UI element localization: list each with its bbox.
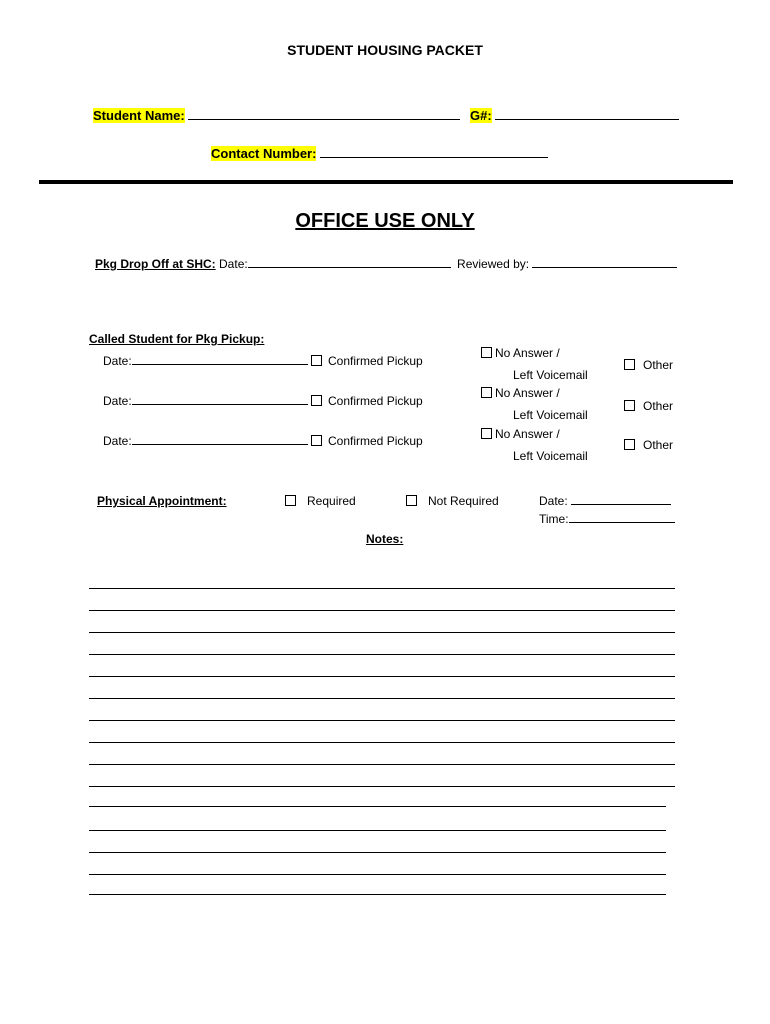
pickup-row-3-confirmed[interactable] xyxy=(311,434,423,448)
pickup-date-field[interactable] xyxy=(132,443,308,445)
notes-line xyxy=(89,874,666,875)
pickup-row-3-other[interactable] xyxy=(624,438,673,452)
pickup-row-1-no-answer[interactable] xyxy=(481,346,560,360)
reviewed-by-field[interactable] xyxy=(532,266,677,268)
pkg-drop-date-label: Date: xyxy=(219,257,248,271)
checkbox-icon[interactable] xyxy=(481,347,492,358)
not-required-label: Not Required xyxy=(428,494,499,508)
checkbox-icon[interactable] xyxy=(311,395,322,406)
pickup-row-2-confirmed[interactable] xyxy=(311,394,423,408)
checkbox-icon[interactable] xyxy=(624,400,635,411)
checkbox-icon[interactable] xyxy=(481,428,492,439)
notes-line xyxy=(89,806,666,807)
pickup-row-3-date xyxy=(103,434,308,448)
required-label: Required xyxy=(307,494,356,508)
pickup-row-2-other[interactable] xyxy=(624,399,673,413)
appointment-time-row xyxy=(539,512,675,526)
appointment-date-field[interactable] xyxy=(571,503,671,505)
no-answer-label: No Answer / xyxy=(495,427,560,441)
notes-line xyxy=(89,742,675,743)
pickup-date-field[interactable] xyxy=(132,363,308,365)
left-voicemail-label: Left Voicemail xyxy=(513,408,588,422)
appointment-date-label: Date: xyxy=(539,494,568,508)
pickup-row-1-date xyxy=(103,354,308,368)
notes-line xyxy=(89,632,675,633)
notes-line xyxy=(89,698,675,699)
notes-line xyxy=(89,588,675,589)
other-label: Other xyxy=(643,399,674,413)
notes-line xyxy=(89,830,666,831)
notes-line xyxy=(89,720,675,721)
pickup-row-3-no-answer[interactable] xyxy=(481,427,560,441)
pkg-drop-label: Pkg Drop Off at SHC: xyxy=(95,257,216,271)
confirmed-pickup-label: Confirmed Pickup xyxy=(328,354,423,368)
checkbox-icon[interactable] xyxy=(481,387,492,398)
pickup-date-label: Date: xyxy=(103,434,132,448)
pickup-date-field[interactable] xyxy=(132,403,308,405)
form-title: STUDENT HOUSING PACKET xyxy=(287,42,483,58)
student-name-label: Student Name: xyxy=(93,108,185,123)
appointment-required-option[interactable] xyxy=(285,494,356,508)
confirmed-pickup-label: Confirmed Pickup xyxy=(328,394,423,408)
contact-number-label: Contact Number: xyxy=(211,146,317,161)
notes-line xyxy=(89,852,666,853)
pickup-row-1-other[interactable] xyxy=(624,358,673,372)
checkbox-icon[interactable] xyxy=(311,435,322,446)
notes-label: Notes: xyxy=(366,532,404,546)
other-label: Other xyxy=(643,358,674,372)
pickup-date-label: Date: xyxy=(103,394,132,408)
checkbox-icon[interactable] xyxy=(406,495,417,506)
pickup-row-2-no-answer[interactable] xyxy=(481,386,560,400)
appointment-not-required-option[interactable] xyxy=(406,494,499,508)
physical-appointment-label: Physical Appointment: xyxy=(97,494,227,508)
appointment-date-row xyxy=(539,494,671,508)
office-use-heading: OFFICE USE ONLY xyxy=(295,210,475,232)
g-number-field[interactable] xyxy=(495,118,679,120)
checkbox-icon[interactable] xyxy=(285,495,296,506)
other-label: Other xyxy=(643,438,674,452)
notes-line xyxy=(89,764,675,765)
pickup-row-2-date xyxy=(103,394,308,408)
contact-number-row xyxy=(211,146,548,161)
checkbox-icon[interactable] xyxy=(624,439,635,450)
notes-line xyxy=(89,894,666,895)
contact-number-field[interactable] xyxy=(320,156,548,158)
left-voicemail-label: Left Voicemail xyxy=(513,449,588,463)
notes-line xyxy=(89,610,675,611)
pickup-date-label: Date: xyxy=(103,354,132,368)
pkg-drop-date-field[interactable] xyxy=(248,266,451,268)
confirmed-pickup-label: Confirmed Pickup xyxy=(328,434,423,448)
g-number-label: G#: xyxy=(469,108,492,123)
notes-line xyxy=(89,654,675,655)
reviewed-by-label: Reviewed by: xyxy=(457,257,530,271)
section-divider xyxy=(39,180,733,184)
no-answer-label: No Answer / xyxy=(495,346,560,360)
notes-line xyxy=(89,676,675,677)
pkg-drop-row xyxy=(95,257,677,271)
pickup-row-1-confirmed[interactable] xyxy=(311,354,423,368)
notes-line xyxy=(89,786,675,787)
left-voicemail-label: Left Voicemail xyxy=(513,368,588,382)
notes-line xyxy=(89,806,101,807)
appointment-time-label: Time: xyxy=(539,512,569,526)
pickup-heading: Called Student for Pkg Pickup: xyxy=(89,332,265,346)
checkbox-icon[interactable] xyxy=(624,359,635,370)
student-name-row xyxy=(93,108,679,123)
appointment-time-field[interactable] xyxy=(569,521,675,523)
checkbox-icon[interactable] xyxy=(311,355,322,366)
student-name-field[interactable] xyxy=(188,118,460,120)
no-answer-label: No Answer / xyxy=(495,386,560,400)
